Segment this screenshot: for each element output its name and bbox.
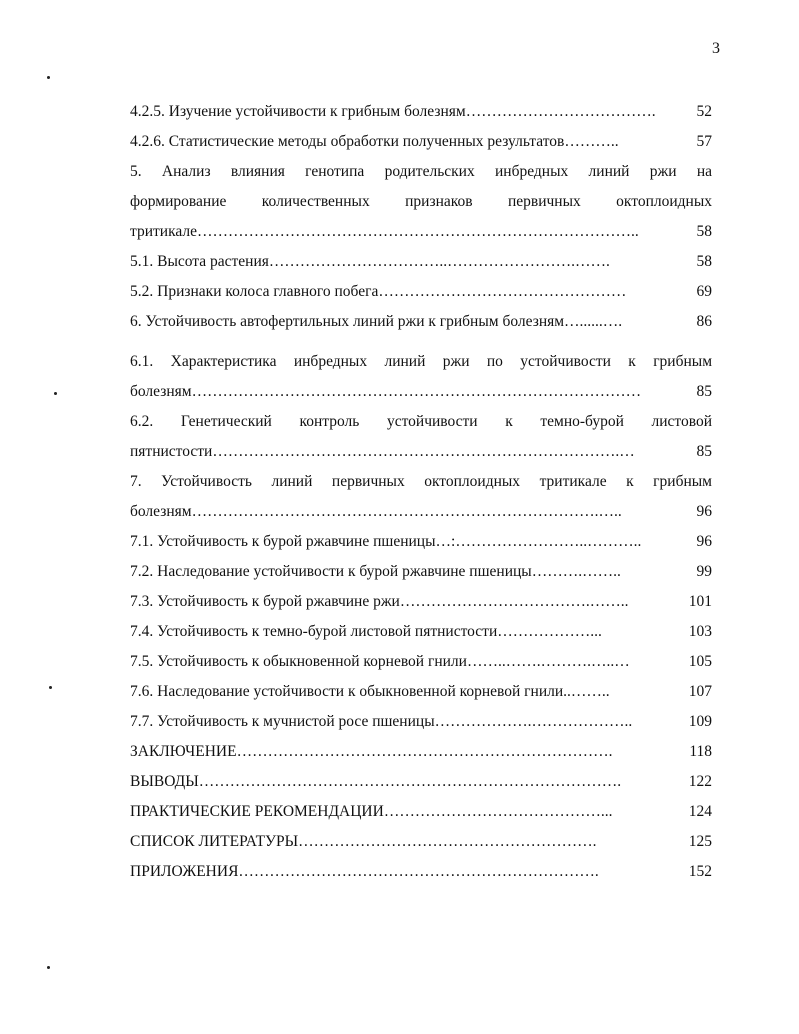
toc-entry xyxy=(130,590,712,614)
toc-entry-title: ПРАКТИЧЕСКИЕ РЕКОМЕНДАЦИИ xyxy=(130,803,384,820)
toc-entry-page: 122 xyxy=(688,773,712,790)
toc-entry-title: СПИСОК ЛИТЕРАТУРЫ xyxy=(130,833,299,850)
toc-entry xyxy=(130,740,712,764)
scan-speck xyxy=(47,76,50,79)
toc-entry-title-line: 7. Устойчивость линий первичных октоплоидных тритикале к грибным xyxy=(130,473,712,490)
toc-entry-leader: ..…….. xyxy=(563,683,610,700)
toc-entry xyxy=(130,280,712,304)
toc-entry xyxy=(130,380,712,404)
toc-entry-title: ВЫВОДЫ xyxy=(130,773,199,790)
toc-entry xyxy=(130,830,712,854)
toc-entry-leader: ………………………………………………………………………. xyxy=(198,773,622,790)
toc-entry-page: 152 xyxy=(688,863,712,880)
toc-entry xyxy=(130,250,712,274)
toc-entry xyxy=(130,530,712,554)
toc-entry-page: 103 xyxy=(688,623,712,640)
toc-entry-title: 4.2.5. Изучение устойчивости к грибным болезням xyxy=(130,103,466,120)
toc-entry-leader: ……….…….. xyxy=(531,563,621,580)
toc-entry-title: 7.2. Наследование устойчивости к бурой ржавчине пшеницы xyxy=(130,563,532,580)
toc-entry-leader: ………………………………………… xyxy=(378,283,627,300)
toc-entry xyxy=(130,800,712,824)
toc-entry-title: ПРИЛОЖЕНИЯ xyxy=(130,863,239,880)
toc-entry-leader: ……..…….……….…..… xyxy=(466,653,630,670)
toc-entry xyxy=(130,620,712,644)
toc-entry-page: 69 xyxy=(696,283,712,300)
toc-entry xyxy=(130,650,712,674)
toc-entry-title-line: 6.1. Характеристика инбредных линий ржи по устойчивости к грибным xyxy=(130,353,712,370)
toc-entry-title: 5.1. Высота растения xyxy=(130,253,269,270)
toc-entry xyxy=(130,220,712,244)
toc-entry-page: 96 xyxy=(696,533,712,550)
toc-entry-page: 99 xyxy=(696,563,712,580)
toc-entry-page: 107 xyxy=(688,683,712,700)
scan-speck xyxy=(49,686,52,689)
toc-entry-page: 58 xyxy=(696,253,712,270)
toc-entry-page: 85 xyxy=(696,443,712,460)
toc-entry-title: болезням xyxy=(130,503,192,520)
toc-entry-title: тритикале xyxy=(130,223,198,240)
toc-entry-title: ЗАКЛЮЧЕНИЕ xyxy=(130,743,237,760)
toc-entry-title: 7.3. Устойчивость к бурой ржавчине ржи xyxy=(130,593,400,610)
toc-entry-page: 96 xyxy=(696,503,712,520)
scan-speck xyxy=(54,392,57,395)
toc-entry-leader: …......…. xyxy=(564,313,623,330)
toc-entry-leader: ……………………………………... xyxy=(383,803,613,820)
toc-entry-page: 109 xyxy=(688,713,712,730)
toc-entry-leader: ……………….……………….. xyxy=(434,713,633,730)
toc-entry-title: 7.7. Устойчивость к мучнистой росе пшеницы xyxy=(130,713,435,730)
toc-entry-leader: ……………………………….…….. xyxy=(399,593,629,610)
toc-entry-page: 57 xyxy=(696,133,712,150)
toc-entry-title: болезням xyxy=(130,383,192,400)
toc-entry-page: 105 xyxy=(688,653,712,670)
toc-entry xyxy=(130,500,712,524)
toc-entry xyxy=(130,560,712,584)
toc-entry-page: 52 xyxy=(696,103,712,120)
toc-entry-leader: ………………………………………………………………………….. xyxy=(197,223,639,240)
toc-entry-page: 101 xyxy=(688,593,712,610)
toc-entry xyxy=(130,310,712,334)
toc-entry-leader: ……………………………..…………………….……. xyxy=(268,253,610,270)
page-number: 3 xyxy=(712,40,720,57)
toc-entry-title: 7.4. Устойчивость к темно-бурой листовой пятнистости xyxy=(130,623,498,640)
toc-entry-leader: …………………………………………………………………….… xyxy=(212,443,635,460)
toc-entry-title: 5.2. Признаки колоса главного побега xyxy=(130,283,379,300)
toc-entry-title: 4.2.6. Статистические методы обработки полученных результатов xyxy=(130,133,565,150)
toc-entry-title-line: формирование количественных признаков первичных октоплоидных xyxy=(130,193,712,210)
toc-entry-leader: …………………………………………………………………….….. xyxy=(191,503,622,520)
toc-entry xyxy=(130,440,712,464)
toc-entry-leader: ……………………………………………………………. xyxy=(238,863,599,880)
toc-entry xyxy=(130,770,712,794)
toc-entry-leader: …………………………………………………………………………… xyxy=(191,383,642,400)
toc-entry-page: 85 xyxy=(696,383,712,400)
toc-entry-page: 124 xyxy=(688,803,712,820)
toc-entry-title: 7.1. Устойчивость к бурой ржавчине пшеницы xyxy=(130,533,436,550)
toc-entry-page: 58 xyxy=(696,223,712,240)
toc-entry xyxy=(130,130,712,154)
toc-entry-page: 125 xyxy=(688,833,712,850)
toc-entry-title-line: 5. Анализ влияния генотипа родительских инбредных линий ржи на xyxy=(130,163,712,180)
toc-entry xyxy=(130,680,712,704)
toc-entry-leader: ………………………………. xyxy=(465,103,656,120)
toc-entry-leader: ……….. xyxy=(564,133,619,150)
toc-entry xyxy=(130,860,712,884)
toc-entry-page: 118 xyxy=(689,743,712,760)
scan-speck xyxy=(47,966,50,969)
toc-entry xyxy=(130,100,712,124)
toc-entry xyxy=(130,710,712,734)
toc-entry-title-line: 6.2. Генетический контроль устойчивости к темно-бурой листовой xyxy=(130,413,712,430)
toc-entry-leader: ………………………………………………………………. xyxy=(236,743,613,760)
toc-entry-title: 7.5. Устойчивость к обыкновенной корневой гнили xyxy=(130,653,467,670)
toc-entry-title: пятнистости xyxy=(130,443,213,460)
toc-entry-title: 6. Устойчивость автофертильных линий ржи к грибным болезням xyxy=(130,313,565,330)
toc-entry-leader: …:……………………..……….. xyxy=(435,533,642,550)
toc-entry-leader: ………………... xyxy=(497,623,602,640)
toc-entry-leader: …………………………………………………. xyxy=(298,833,597,850)
toc-entry-title: 7.6. Наследование устойчивости к обыкновенной корневой гнили xyxy=(130,683,564,700)
toc-entry-page: 86 xyxy=(696,313,712,330)
